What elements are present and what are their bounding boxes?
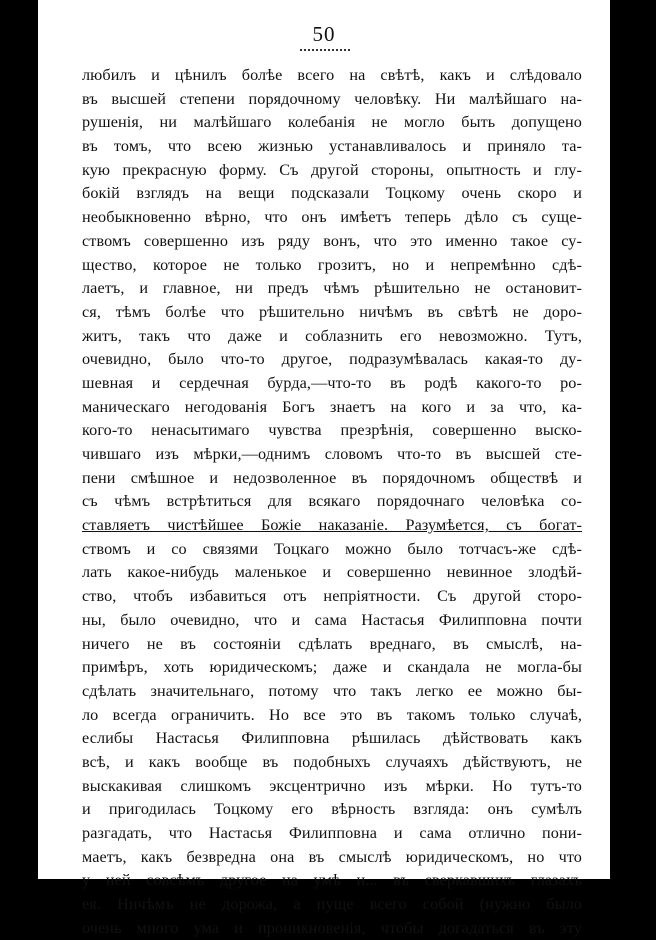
text-line: маническаго негодованія Богъ знаетъ на кого и за что, ка- [82,397,582,416]
body-text [82,64,582,940]
text-line: ствомъ совершенно изъ ряду вонъ, что это именно такое су- [82,231,582,250]
text-line: всѣ, и какъ вообще въ подобныхъ случаяхъ дѣйствуютъ, не [82,752,582,771]
text-line: лать какое-нибудь маленькое и совершенно невинное злодѣй- [82,563,582,582]
text-line: ничего не въ состояніи сдѣлать вреднаго, въ смыслѣ, на- [82,634,582,653]
text-line: съ чѣмъ встрѣтиться для всякаго порядочнаго человѣка со- [82,492,582,511]
text-line: ствомъ и со связями Тоцкаго можно было тотчасъ-же сдѣ- [82,539,582,558]
text-line: бокій взглядъ на вещи подсказали Тоцкому очень скоро и [82,184,582,203]
text-line: ство, чтобъ избавиться отъ непріятности. Съ другой сторо- [82,587,582,606]
text-line: чившаго изъ мѣрки,—однимъ словомъ что-то въ высшей сте- [82,445,582,463]
text-line: ея. Ничѣмъ не дорожа, а пуще всего собой (нужно было [82,895,582,914]
text-line: ло всегда ограничить. Но все это въ такомъ только случаѣ, [82,705,582,724]
text-line: щество, которое не только грозитъ, но и непремѣнно сдѣ- [82,255,582,274]
text-line: выскакивая слишкомъ эксцентрично изъ мѣрки. Но тутъ-то [82,776,582,795]
text-line: очевидно, было что-то другое, подразумѣвалась какая-то ду- [82,350,582,369]
text-line: еслибы Настасья Филипповна рѣшилась дѣйствовать какъ [82,729,582,748]
text-line: въ высшей степени порядочному человѣку. Ни малѣйшаго на- [82,89,582,108]
text-line: примѣръ, хоть юридическомъ; даже и скандала не могла-бы [82,658,582,677]
text-line: пени смѣшное и недозволенное въ порядочномъ обществѣ и [82,468,582,487]
text-line: ны, было очевидно, что и сама Настасья Филипповна почти [82,610,582,629]
text-line: любилъ и цѣнилъ болѣе всего на свѣтѣ, какъ и слѣдовало [82,66,582,84]
text-line: у ней совсѣмъ другое на умѣ и... въ сверкавшихъ глазахъ [82,871,582,890]
text-line: кую прекрасную форму. Съ другой стороны, опытность и глу- [82,160,582,179]
text-line: рушенія, ни малѣйшаго колебанія не могло быть допущено [82,113,582,132]
text-line: необыкновенно вѣрно, что онъ имѣетъ теперь дѣло съ суще- [82,208,582,227]
text-line: ся, тѣмъ болѣе что рѣшительно ничѣмъ въ свѣтѣ не доро- [82,302,582,321]
text-line: очень много ума и проникновенія, чтобы догадаться въ эту [82,918,582,937]
text-line: кого-то ненасытимаго чувства презрѣнія, совершенно выско- [82,421,582,440]
text-line: и пригодилась Тоцкому его вѣрность взгляда: онъ сумѣлъ [82,800,582,819]
page-number: 50 [312,22,336,46]
text-line: сдѣлать значительнаго, потому что такъ легко ее можно бы- [82,681,582,700]
text-line: въ томъ, что всею жизнью устанавливалось и приняло та- [82,137,582,156]
page-number-rule [300,49,350,51]
text-line: житъ, такъ что даже и соблазнить его невозможно. Тутъ, [82,326,582,345]
book-page [38,0,610,937]
text-line: маетъ, какъ безвредна она въ смыслѣ юридическомъ, но что [82,847,582,866]
text-line: разгадать, что Настасья Филипповна и сама отлично пони- [82,824,582,842]
text-line: лаетъ, и главное, ни предъ чѣмъ рѣшительно не остановит- [82,279,582,298]
text-line: шевная и сердечная бурда,—что-то въ родѣ какого-то ро- [82,373,582,392]
text-line: ставляетъ чистѣйшее Божіе наказаніе. Разумѣется, съ богат- [82,516,582,535]
